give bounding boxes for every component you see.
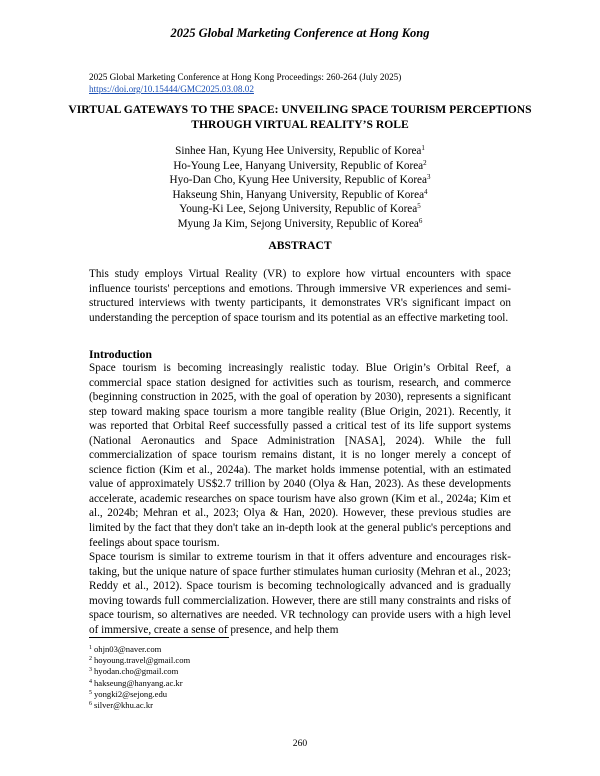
author-name: Young-Ki Lee, Sejong University, Republic of Korea [179, 203, 418, 216]
author-name: Myung Ja Kim, Sejong University, Republic of Korea [177, 217, 419, 230]
footnote-mark: 2 [423, 158, 427, 167]
conference-header: 2025 Global Marketing Conference at Hong Kong [170, 26, 430, 40]
footnote-mark: 1 [89, 645, 92, 651]
footnote-mark: 6 [89, 701, 92, 708]
abstract-heading: ABSTRACT [268, 239, 332, 252]
footnote-email: yongki2@sejong.edu [94, 688, 168, 699]
author-line [0, 202, 600, 217]
proceedings-line: 2025 Global Marketing Conference at Hong Kong Proceedings: 260-264 (July 2025) [89, 72, 402, 82]
footnote-mark: 6 [418, 216, 423, 225]
author-name: Sinhee Han, Kyung Hee University, Republic of Korea [175, 145, 422, 157]
footnote-email: hyodan.cho@gmail.com [94, 666, 179, 677]
author-line [0, 144, 600, 159]
footnote [89, 644, 389, 655]
footnote [89, 689, 389, 700]
abstract-text: This study employs Virtual Reality (VR) to explore how virtual encounters with space influence tourists' perceptions and emotions. Through immersive VR experiences and semi-structured interviews with twenty participants, it demonstrates VR's significant impact on understanding the perception of space tourism and its potential as an effective marketing tool. [89, 268, 511, 324]
author-name: Hyo-Dan Cho, Kyung Hee University, Republic of Korea [169, 174, 427, 187]
footnote [89, 678, 389, 689]
footnote-mark: 3 [426, 173, 431, 182]
author-list [0, 144, 600, 232]
doi-link[interactable]: https://doi.org/10.15444/GMC2025.03.08.02 [89, 84, 254, 94]
footnotes [89, 644, 389, 711]
section-heading-introduction: Introduction [89, 348, 152, 361]
footnote [89, 666, 389, 677]
author-line [0, 188, 600, 203]
footnote-email: hakseung@hanyang.ac.kr [94, 677, 183, 688]
paragraph: Space tourism is becoming increasingly realistic today. Blue Origin’s Orbital Reef, a commercial space station designed for activities such as tourism, research, and commerce (beginning construction in 2025, with the goal of operation by 2030), represents a significant step toward making space tourism a more tangible reality (Blue Origin, 2021). Recently, it was reported that Orbital Reef successfully passed a critical test of its life support systems (National Aeronautics and Space Administration [NASA], 2024). While the full commercialization of space tourism remains distant, it is no longer merely a concept of science fiction (Kim et al., 2024a). The market holds immense potential, with an estimated value of approximately US$2.7 trillion by 2040 (Olya & Han, 2023). As these developments accelerate, academic researches on space tourism have also grown (Kim et al., 2024a; Kim et al., 2024b; Mehran et al., 2023; Olya & Han, 2020). However, these previous studies are limited by the fact that they don't take an in-depth look at the general public's perceptions and feelings about space tourism. [89, 362, 511, 549]
footnote-mark: 3 [89, 667, 92, 674]
footnote-separator [89, 637, 229, 638]
footnote [89, 700, 389, 711]
introduction-body [89, 361, 511, 637]
footnote-mark: 5 [417, 202, 421, 211]
author-name: Hakseung Shin, Hanyang University, Republic of Korea [172, 188, 425, 201]
footnote-mark: 4 [424, 187, 428, 196]
author-name: Ho-Young Lee, Hanyang University, Republic of Korea [173, 159, 424, 172]
author-line [0, 159, 600, 174]
footnote [89, 655, 389, 666]
proceedings-info [89, 71, 549, 95]
footnote-mark: 4 [89, 678, 92, 685]
paragraph: Space tourism is similar to extreme tourism in that it offers adventure and encourages risk-taking, but the unique nature of space further stimulates human curiosity (Mehran et al., 2023; Reddy et al., 2012). Space tourism is becoming technologically advanced and is gradually moving towards full commercialization. However, there are still many constraints and risks of space tourism, so alternatives are needed. VR technology can provide users with a high level of immersive, create a sense of presence, and help them [89, 551, 511, 636]
author-line [0, 217, 600, 232]
footnote-email: hoyoung.travel@gmail.com [94, 655, 191, 666]
paper-title: VIRTUAL GATEWAYS TO THE SPACE: UNVEILING SPACE TOURISM PERCEPTIONS THROUGH VIRTUAL REALITY’S ROLE [68, 103, 532, 131]
footnote-mark: 5 [89, 689, 92, 696]
footnote-mark: 1 [421, 144, 425, 152]
author-line [0, 173, 600, 188]
page-number: 260 [292, 738, 308, 749]
footnote-mark: 2 [89, 656, 92, 663]
footnote-email: ohjn03@naver.com [94, 644, 162, 654]
footnote-email: silver@khu.ac.kr [94, 700, 153, 711]
